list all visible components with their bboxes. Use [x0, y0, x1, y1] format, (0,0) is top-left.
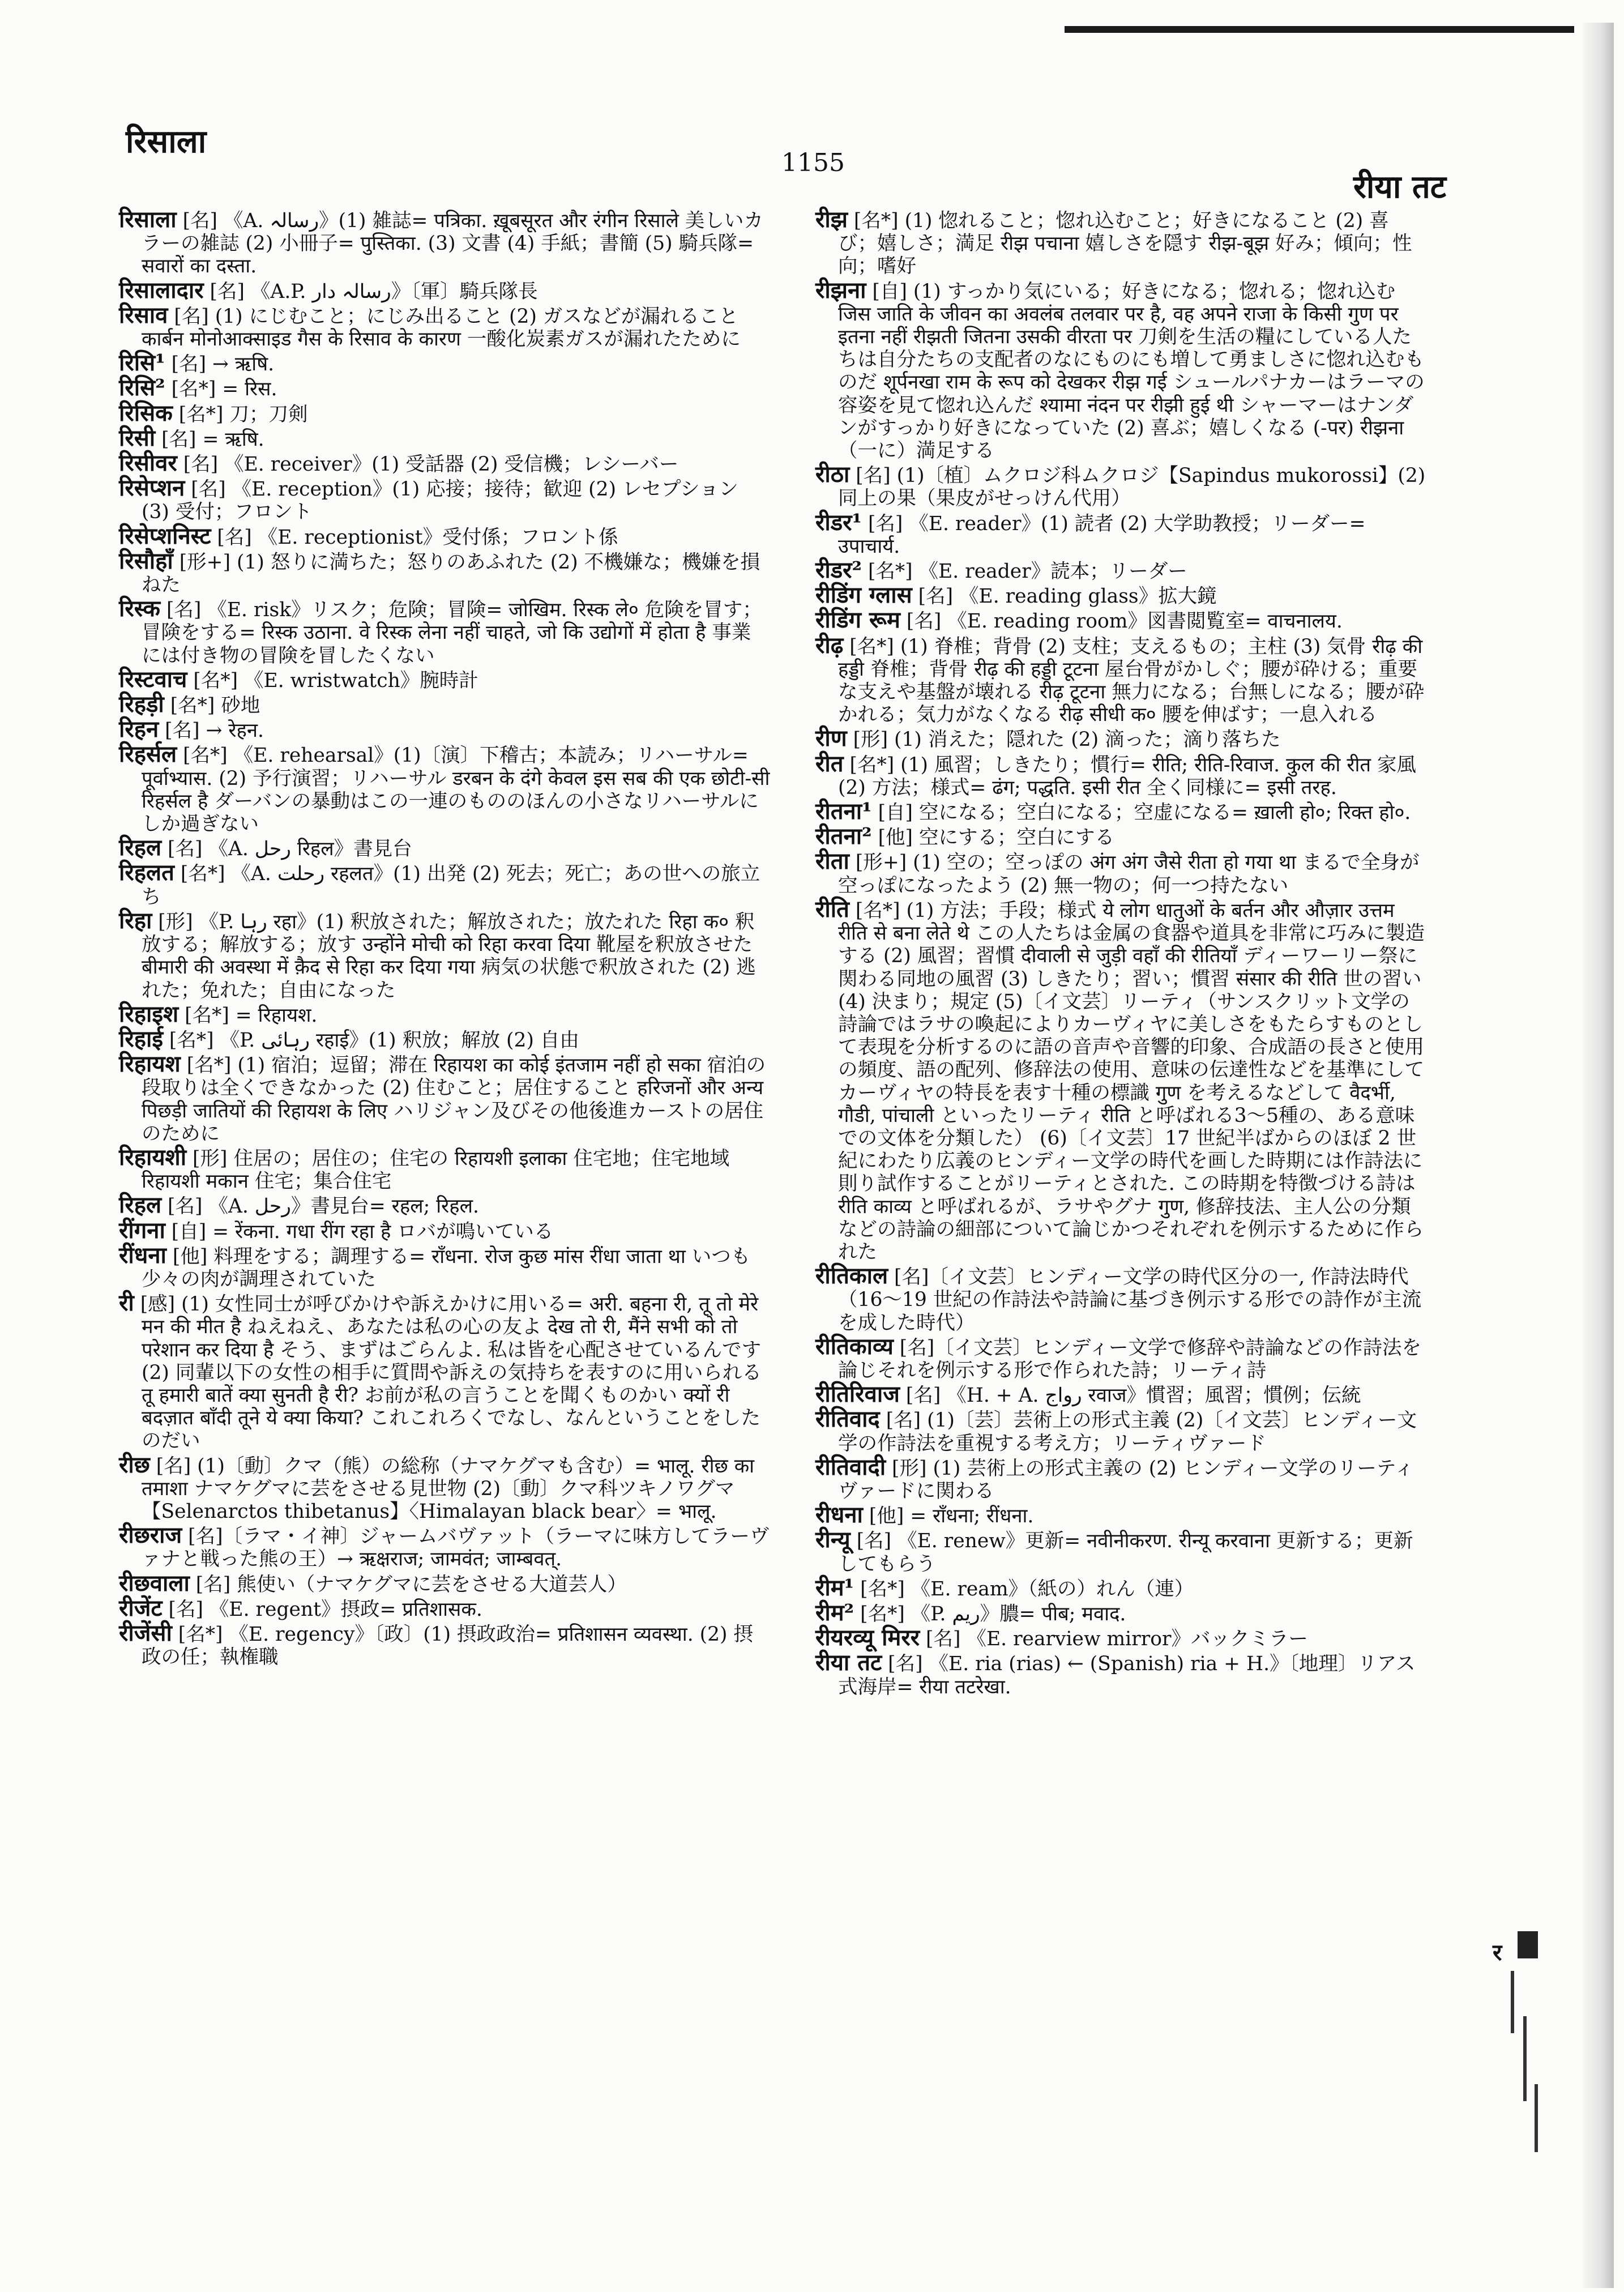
entry-definition: [名] 《A.P. رسالہ دار》〔軍〕騎兵隊長: [203, 280, 538, 303]
dictionary-entry: [815, 511, 1427, 558]
margin-mark: [1523, 2016, 1527, 2101]
entry-headword: रीतिवाद: [815, 1406, 880, 1433]
entry-headword: रिसी: [119, 424, 156, 451]
entry-headword: रीजेंट: [119, 1594, 163, 1621]
entry-definition: [名*] 《E. reader》読本；リーダー: [862, 560, 1187, 583]
dictionary-entry: [815, 1651, 1427, 1698]
entry-definition: [名] 《E. reading room》図書閲覧室= वाचनालय.: [900, 610, 1343, 633]
top-rule: [1065, 26, 1574, 33]
entry-definition: [形+] (1) 怒りに満ちた；怒りのあふれた (2) 不機嫌な；機嫌を損ねた: [142, 550, 760, 597]
dictionary-entry: [119, 693, 770, 717]
dictionary-entry: [119, 907, 770, 1002]
entry-headword: रिहल: [119, 1192, 162, 1219]
entry-definition: [名] → ऋषि.: [165, 353, 275, 376]
dictionary-entry: [119, 743, 770, 835]
entry-headword: रिहाई: [119, 1025, 163, 1052]
entry-definition: [名] = ऋषि.: [155, 428, 264, 451]
entry-headword: रिहलत: [119, 859, 174, 886]
right-column: [815, 208, 1427, 1700]
entry-headword: रिसि¹: [119, 349, 165, 377]
dictionary-entry: [815, 1262, 1427, 1334]
entry-headword: रिसाव: [119, 301, 168, 328]
dictionary-entry: [119, 1594, 770, 1621]
page-number: 1155: [781, 148, 845, 177]
entry-headword: रीतना²: [815, 823, 872, 850]
dictionary-entry: [815, 1335, 1427, 1382]
dictionary-entry: [119, 301, 770, 351]
entry-definition: [自] (1) すっかり気にいる；好きになる；惚れる；惚れ込む जिस जाति के जीवन का अवलंब तलवार पर है, वह अपने राजा के किसी गुण पर इतना नहीं रीझती जितना उसकी वीरता पर 刀剣を生活の糧にしている人たちは自分たちの支配者のなにものにも増して勇ましさに惚れ込むものだ शूर्पनखा राम के रूप को देखकर रीझ गई シュールパナカーはラーマの容姿を見て惚れ込んだ श्यामा नंदन पर रीझी हुई थी シャーマーはナンダンがすっかり好きになっていた (2) 喜ぶ；嬉しくなる (-पर) रीझना（一に）満足する: [838, 280, 1425, 463]
dictionary-entry: [815, 1383, 1427, 1407]
entry-definition: [形+] (1) 空の；空っぽの अंग अंग जैसे रीता हो गया था まるで全身が空っぽになったよう (2) 無一物の；何一つ持たない: [838, 851, 1420, 897]
entry-definition: [名] 《E. rearview mirror》バックミラー: [920, 1628, 1308, 1651]
entry-headword: री: [119, 1290, 134, 1317]
entry-definition: [名] 《E. ria (rias) ← (Spanish) ria + H.》〔地理〕リアス式海岸= रीया तटरेखा.: [838, 1653, 1416, 1698]
dictionary-entry: [119, 424, 770, 451]
entry-headword: रीण: [815, 725, 847, 752]
entry-headword: रिहायशी: [119, 1143, 187, 1171]
entry-definition: [名] (1)〔動〕クマ（熊）の総称（ナマケグマも含む）= भालू. रीछ का तमाशा ナマケグマに芸をさせる見世物 (2)〔動〕クマ科ツキノワグマ【Selenarctos thibetanus】〈Himalayan black bear〉= भालू.: [142, 1454, 755, 1523]
entry-definition: [名*] 《E. rehearsal》(1)〔演〕下稽古；本読み；リハーサル= पूर्वाभ्यास. (2) 予行演習；リハーサル डरबन के दंगे केवल इस सब की एक छोटी-सी रिहर्सल है ダーバンの暴動はこの一連のもののほんの小さなリハーサルにしか過ぎない: [142, 744, 770, 836]
entry-definition: [形] 住居の；居住の；住宅の रिहायशी इलाका 住宅地；住宅地域 रिहायशी मकान 住宅；集合住宅: [142, 1147, 730, 1193]
entry-definition: [名] 《E. reader》(1) 読者 (2) 大学助教授；リーダー= उपाचार्य.: [838, 512, 1366, 558]
entry-definition: [名] 《A. رحل》書見台= रहल; रिहल.: [161, 1195, 479, 1218]
entry-headword: रींगना: [119, 1217, 165, 1244]
entry-definition: [他] 料理をする；調理する= राँधना. रोज कुछ मांस रींधा जाता था いつも少々の肉が調理されていた: [142, 1245, 751, 1291]
entry-definition: [名] 《E. receptionist》受付係；フロント係: [211, 526, 618, 549]
entry-definition: [名*] = रिस.: [165, 378, 277, 401]
entry-definition: [名] 《E. renew》更新= नवीनीकरण. रीन्यू करवाना 更新する；更新してもらう: [838, 1530, 1413, 1576]
entry-definition: [名*] 《E. wristwatch》腕時計: [187, 669, 478, 692]
entry-definition: [名] (1)〔植〕ムクロジ科ムクロジ【Sapindus mukorossi】(2) 同上の果（果皮がせっけん代用）: [838, 464, 1426, 510]
dictionary-entry: [815, 895, 1427, 1264]
entry-headword: रींधना: [119, 1241, 166, 1269]
entry-definition: [名*] 《E. regency》〔政〕(1) 摂政政治= प्रतिशासन व्यवस्था. (2) 摂政の任；執権職: [142, 1623, 753, 1669]
entry-headword: रिहर्सल: [119, 741, 177, 768]
entry-definition: [名*] (1) 風習；しきたり；慣行= रीति; रीति-रिवाज. कुल की रीत 家風 (2) 方法；様式= ढंग; पद्धति. इसी रीत 全く同様に= इसी तरह.: [838, 753, 1417, 799]
dictionary-entry: [815, 1624, 1427, 1651]
entry-headword: रिस्टवाच: [119, 665, 187, 693]
dictionary-entry: [815, 1574, 1427, 1601]
entry-headword: रीझना: [815, 276, 866, 304]
entry-headword: रिहाइश: [119, 1000, 179, 1027]
dictionary-entry: [815, 584, 1427, 608]
entry-definition: [名]〔イ文芸〕ヒンディー文学の時代区分の一, 作詩法時代（16〜19 世紀の作詩法や詩論に基づき例示する形での詩作が主流を成した時代）: [838, 1266, 1422, 1334]
dictionary-entry: [119, 1000, 770, 1027]
entry-definition: [自] = रेंकना. गधा रींग रहा है ロバが鳴いている: [165, 1220, 554, 1243]
entry-definition: [自] 空になる；空白になる；空虚になる= ख़ाली हो०; रिक्त हो०.: [871, 801, 1411, 825]
entry-headword: रिसीवर: [119, 450, 177, 477]
entry-headword: रीजेंसी: [119, 1619, 172, 1646]
dictionary-entry: [119, 1143, 770, 1193]
entry-headword: रीतना¹: [815, 798, 872, 825]
entry-definition: [他] 空にする；空白にする: [871, 826, 1114, 850]
entry-definition: [名] 《E. reading glass》拡大鏡: [912, 585, 1217, 608]
entry-definition: [名]〔イ文芸〕ヒンディー文学で修辞や詩論などの作詩法を論じそれを例示する形で作られた詩；リーティ詩: [838, 1336, 1421, 1382]
entry-headword: रिसिक: [119, 399, 173, 426]
entry-definition: [形] 《P. رہا रहा》(1) 釈放された；解放された；放たれた रिहा क० 釈放する；解放する；放す उन्होंने मोची को रिहा करवा दिया 靴屋を釈放させた बीमारी की अवस्था में क़ैद से रिहा कर दिया गया 病気の状態で釈放された (2) 逃れた；免れた；自由になった: [142, 910, 756, 1002]
entry-definition: [名] → रेहन.: [159, 719, 264, 742]
entry-headword: रीछराज: [119, 1522, 182, 1549]
dictionary-entry: [119, 477, 770, 523]
entry-headword: रीढ़: [815, 631, 844, 659]
entry-definition: [名] 《E. receiver》(1) 受話器 (2) 受信機；レシーバー: [177, 453, 679, 476]
dictionary-entry: [815, 559, 1427, 583]
entry-headword: रिहन: [119, 716, 159, 743]
entry-headword: रीडर²: [815, 557, 862, 584]
entry-headword: रीन्यू: [815, 1526, 851, 1553]
dictionary-entry: [119, 349, 770, 377]
dictionary-entry: [119, 1524, 770, 1570]
entry-headword: रीत: [815, 750, 844, 777]
entry-headword: रिहा: [119, 907, 152, 934]
dictionary-entry: [815, 276, 1427, 463]
dictionary-entry: [815, 208, 1427, 278]
dictionary-entry: [119, 1194, 770, 1218]
entry-headword: रीम²: [815, 1599, 854, 1626]
dictionary-entry: [815, 631, 1427, 727]
dictionary-entry: [815, 1526, 1427, 1576]
entry-definition: [名*] (1) 方法；手段；様式 ये लोग धातुओं के बर्तन और औज़ार उत्तम रीति से बना लेते थे この人たちは金属の食器や道具を非常に巧みに製造する (2) 風習；習慣 दीवाली से जुड़ी वहाँ की रीतियाँ ディーワーリー祭に関わる同地の風習 (3) しきたり；習い；慣習 संसार की रीति 世の習い (4) 決まり；規定 (5)〔イ文芸〕リーティ（サンスクリット文学の詩論ではラサの喚起によりカーヴィヤに美しさをもたらすものとして表現を分析するのに語の音声や音響的印象、合成語の長さと使用の頻度、語の配列、修辞法の使用、意味の伝達性などを基準にしてカーヴィヤの特長を表す十種の標識 गुण を考えるなどして वैदर्भी, गौडी, पांचाली といったリーティ रीति と呼ばれる3〜5種の、ある意味での文体を分類した） (6)〔イ文芸〕17 世紀半ばからのほぼ 2 世紀にわたり広義のヒンディー文学の時代を画した時期には作詩法に則り試作することがリーティとされた. この時期を特徴づける詩は रीति काव्य と呼ばれるが、ラサやグナ गुण, 修辞技法、主人公の分類などの詩論の細部について論じかつそれぞれを例示するために作られた: [838, 899, 1425, 1264]
running-head-left: रिसाला: [126, 123, 207, 160]
entry-definition: [他] = राँधना; रींधना.: [862, 1505, 1034, 1528]
entry-headword: रीछ: [119, 1451, 150, 1478]
entry-definition: [名] 《A. رسالہ》(1) 雑誌= पत्रिका. ख़ूबसूरत और रंगीन रिसाले 美しいカラーの雑誌 (2) 小冊子= पुस्तिका. (3) 文書 (4) 手紙；書簡 (5) 騎兵隊= सवारों का दस्ता.: [142, 210, 763, 278]
entry-headword: रीधना: [815, 1501, 863, 1529]
entry-headword: रीतिवादी: [815, 1453, 886, 1480]
entry-headword: रिहड़ी: [119, 691, 164, 718]
entry-definition: [感] (1) 女性同士が呼びかけや訴えかけに用いる= अरी. बहना री, तू तो मेरे मन की मीत है ねえねえ、あなたは私の心の友よ देख तो री, मैंने सभी को तो परेशान कर दिया है そう、まずはごらんよ. 私は皆を心配させているんです (2) 同輩以下の女性の相手に質問や訴えの気持ちを表すのに用いられる तू हमारी बातें क्या सुनती है री? お前が私の言うことを聞くものかい क्यों री बदज़ात बाँदी तूने ये क्या किया? これこれろくでなし、なんということをしたのだい: [134, 1293, 762, 1453]
entry-definition: [形] (1) 芸術上の形式主義の (2) ヒンディー文学のリーティヴァードに関わる: [838, 1457, 1414, 1503]
dictionary-entry: [815, 1453, 1427, 1503]
dictionary-entry: [119, 861, 770, 908]
entry-headword: रीति: [815, 895, 849, 923]
thumb-index-letter: र: [1493, 1939, 1502, 1966]
dictionary-entry: [119, 718, 770, 742]
entry-headword: रिसौहाँ: [119, 547, 173, 574]
dictionary-entry: [815, 825, 1427, 849]
entry-definition: [名*] (1) 宿泊；逗留；滞在 रिहायश का कोई इंतजाम नहीं हो सका 宿泊の段取りは全くできなかった (2) 住むこと；居住すること हरिजनों और अन्य पिछड़ी जातियों की रिहायश के लिए ハリジャン及びその他後進カーストの居住のために: [142, 1054, 766, 1145]
running-head-right: रीया तट: [1353, 168, 1447, 206]
dictionary-entry: [815, 750, 1427, 799]
dictionary-entry: [119, 1619, 770, 1669]
entry-definition: [名*] (1) 惚れること；惚れ込むこと；好きになること (2) 喜び；嬉しさ；満足 रीझ पचाना 嬉しさを隠す रीझ-बूझ 好み；傾向；性向；嗜好: [838, 210, 1412, 278]
entry-definition: [名*] 《P. رہائی रहाई》(1) 釈放；解放 (2) 自由: [163, 1028, 579, 1052]
entry-headword: रीडिंग ग्लास: [815, 582, 912, 609]
entry-definition: [名]〔ラマ・イ神〕ジャームバヴァット（ラーマに味方してラーヴァナと戦った熊の王）→ ऋक्षराज; जामवंत; जाम्बवत्.: [142, 1525, 770, 1571]
entry-headword: रिस्क: [119, 595, 160, 622]
dictionary-entry: [815, 1408, 1427, 1454]
entry-definition: [名] 《E. regent》摂政= प्रतिशासक.: [162, 1598, 482, 1621]
entry-headword: रिसेप्शनिस्ट: [119, 522, 211, 549]
dictionary-entry: [119, 1053, 770, 1145]
entry-definition: [名] (1)〔芸〕芸術上の形式主義 (2)〔イ文芸〕ヒンディー文学の作詩法を重視する考え方；リーティヴァード: [838, 1409, 1417, 1455]
entry-headword: रिसाला: [119, 206, 177, 233]
entry-headword: रीतिकाल: [815, 1262, 888, 1290]
dictionary-entry: [119, 399, 770, 426]
dictionary-entry: [119, 1219, 770, 1243]
entry-headword: रिसि²: [119, 374, 165, 402]
dictionary-entry: [119, 1292, 770, 1452]
entry-headword: रीठा: [815, 461, 850, 488]
dictionary-entry: [815, 1599, 1427, 1626]
dictionary-entry: [815, 1501, 1427, 1529]
entry-definition: [名*] 刀；刀剣: [172, 403, 308, 426]
entry-headword: रीडर¹: [815, 509, 862, 536]
dictionary-entry: [119, 1241, 770, 1291]
entry-headword: रीता: [815, 848, 849, 875]
dictionary-entry: [119, 665, 770, 693]
entry-definition: [名] 《E. reception》(1) 応接；接待；歓迎 (2) レセプション (3) 受付；フロント: [142, 478, 738, 524]
entry-headword: रीया तट: [815, 1649, 882, 1676]
entry-headword: रिसेप्शन: [119, 475, 185, 502]
entry-headword: रीम¹: [815, 1574, 854, 1601]
entry-definition: [名] (1) にじむこと；にじみ出ること (2) ガスなどが漏れること कार्बन मोनोआक्साइड गैस के रिसाव के कारण 一酸化炭素ガスが漏れたために: [142, 305, 741, 351]
entry-definition: [名*] (1) 脊椎；背骨 (2) 支柱；支えるもの；主柱 (3) 気骨 रीढ़ की हड्डी 脊椎；背骨 रीढ़ की हड्डी टूटना 屋台骨がかしぐ；腰が砕ける；重要な支えや基盤が壊れる रीढ़ टूटना 無力になる；台無しになる；腰が砕かれる；気力がなくなる रीढ़ सीधी क० 腰を伸ばす；一息入れる: [838, 635, 1425, 727]
dictionary-entry: [815, 727, 1427, 751]
entry-headword: रीयरव्यू मिरर: [815, 1624, 920, 1651]
entry-definition: [形] (1) 消えた；隠れた (2) 滴った；滴り落ちた: [847, 728, 1281, 752]
dictionary-entry: [119, 452, 770, 476]
dictionary-entry: [815, 800, 1427, 824]
dictionary-entry: [119, 374, 770, 402]
page-edge-shadow: [1583, 23, 1614, 2288]
entry-definition: [名] 《A. رحل रिहल》書見台: [161, 838, 412, 861]
margin-mark: [1511, 1971, 1514, 2033]
entry-definition: [名*] 《E. ream》（紙の）れん（連）: [854, 1577, 1194, 1600]
dictionary-entry: [815, 463, 1427, 510]
entry-headword: रीतिकाव्य: [815, 1333, 894, 1360]
dictionary-entry: [119, 522, 770, 549]
dictionary-entry: [119, 1451, 770, 1523]
entry-headword: रीछवाला: [119, 1569, 190, 1597]
entry-definition: [名*] 《A. رحلت रहलत》(1) 出発 (2) 死去；死亡；あの世への旅立ち: [142, 863, 760, 908]
entry-definition: [名] 《E. risk》リスク；危険；冒険= जोखिम. रिस्क ले० 危険を冒す；冒険をする= रिस्क उठाना. वे रिस्क लेना नहीं चाहते, जो कि उद्योगों में होता है 事業には付き物の冒険を冒したくない: [142, 599, 762, 667]
dictionary-entry: [119, 836, 770, 860]
dictionary-entry: [119, 1025, 770, 1052]
thumb-index-tab: [1518, 1931, 1538, 1958]
dictionary-entry: [119, 208, 770, 278]
entry-headword: रीतिरिवाज: [815, 1381, 900, 1408]
dictionary-entry: [119, 547, 770, 597]
entry-definition: [名*] 砂地: [164, 694, 260, 718]
entry-headword: रीझ: [815, 206, 848, 233]
left-column: [119, 208, 770, 1670]
dictionary-entry: [119, 276, 770, 304]
entry-headword: रिसालादार: [119, 276, 204, 304]
entry-headword: रिहल: [119, 834, 162, 861]
entry-definition: [名*] 《P. ریم》膿= पीब; मवाद.: [854, 1602, 1126, 1625]
margin-mark: [1535, 2084, 1538, 2152]
entry-definition: [名] 《H. + A. رواج रवाज》慣習；風習；慣例；伝統: [899, 1384, 1361, 1407]
entry-headword: रिहायश: [119, 1051, 181, 1078]
dictionary-entry: [815, 609, 1427, 633]
dictionary-entry: [119, 1569, 770, 1597]
entry-headword: रीडिंग रूम: [815, 607, 900, 634]
dictionary-entry: [815, 850, 1427, 897]
entry-definition: [名*] = रिहायश.: [178, 1004, 318, 1027]
dictionary-entry: [119, 597, 770, 667]
entry-definition: [名] 熊使い（ナマケグマに芸をさせる大道芸人）: [189, 1573, 627, 1596]
